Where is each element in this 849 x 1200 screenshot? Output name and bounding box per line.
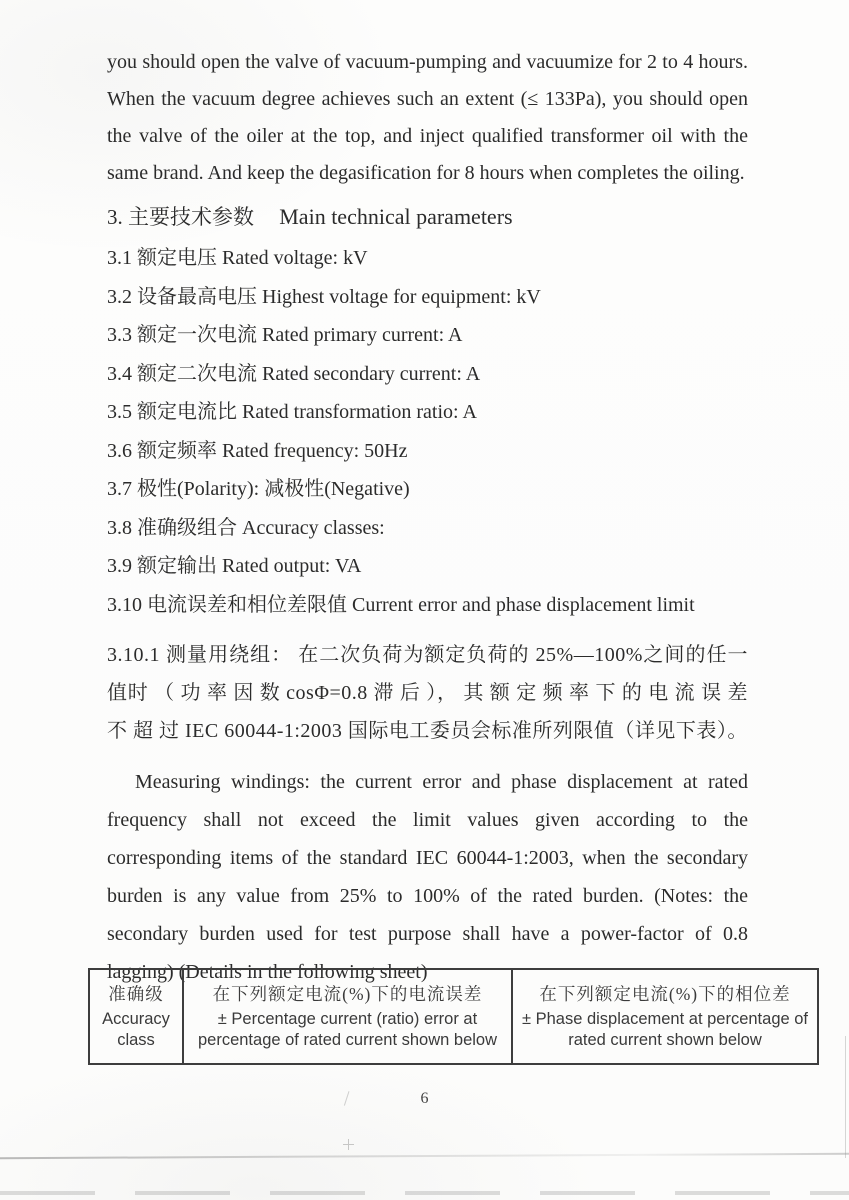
- header-phase-displacement-zh: 在下列额定电流(%)下的相位差: [539, 984, 791, 1004]
- section-heading-zh: 3. 主要技术参数: [107, 205, 254, 229]
- header-accuracy-class-zh: 准确级: [108, 984, 164, 1004]
- table-header-row: [89, 969, 818, 1064]
- list-item: 3.9 额定输出 Rated output: VA: [107, 555, 362, 577]
- header-current-error-en: ± Percentage current (ratio) error at percentage of rated current shown below: [197, 1010, 497, 1049]
- list-item: 3.10 电流误差和相位差限值 Current error and phase displacement limit: [107, 593, 695, 616]
- header-current-error-zh: 在下列额定电流(%)下的电流误差: [212, 984, 483, 1004]
- page-content: [107, 44, 748, 991]
- accuracy-limits-table: [88, 968, 819, 1065]
- intro-paragraph: you should open the valve of vacuum-pumping and vacuumize for 2 to 4 hours. When the vacuum degree achieves such an extent (≤ 133Pa), you should open the valve of the oiler at the top, and inject qualified transformer oil with the same brand. And keep the degasification for 8 hours when completes the oiling.: [107, 51, 748, 184]
- parameter-list: [107, 239, 748, 624]
- header-accuracy-class-en: Accuracy class: [102, 1010, 170, 1049]
- list-item: 3.4 额定二次电流 Rated secondary current: A: [107, 362, 481, 385]
- paragraph-measuring-windings: Measuring windings: the current error and phase displacement at rated frequency shall not exceed the limit values given according to the corresponding items of the standard IEC 60044-1:2003, when the secondary burden is any value from 25% to 100% of the rated burden. (Notes: the secondary burden used for test purpose shall have a power-factor of 0.8 lagging) (Details in the following sheet): [107, 771, 748, 983]
- scan-edge-line: [845, 1036, 847, 1158]
- section-heading-en: Main technical parameters: [279, 204, 513, 229]
- header-cell-current-error: [183, 969, 512, 1064]
- header-cell-accuracy-class: [89, 969, 183, 1064]
- section-heading: [107, 198, 748, 236]
- list-item: 3.5 额定电流比 Rated transformation ratio: A: [107, 401, 477, 423]
- list-item: 3.2 设备最高电压 Highest voltage for equipment: kV: [107, 285, 541, 308]
- page-number: 6: [420, 1090, 429, 1107]
- list-item: 3.3 额定一次电流 Rated primary current: A: [107, 324, 463, 346]
- header-cell-phase-displacement: [512, 969, 818, 1064]
- header-phase-displacement-en: ± Phase displacement at percentage of rated current shown below: [521, 1010, 809, 1049]
- scan-bottom-edge: [0, 1191, 849, 1195]
- list-item: 3.8 准确级组合 Accuracy classes:: [107, 516, 385, 539]
- scan-plus-artifact: [343, 1139, 354, 1150]
- list-item: 3.1 额定电压 Rated voltage: kV: [107, 247, 368, 269]
- paragraph-3-10-1: 3.10.1 测量用绕组： 在二次负荷为额定负荷的 25%—100%之间的任一值时 （ 功 率 因 数 cosΦ=0.8 滞 后 ）， 其 额 定 频 率 下 的 电 流 误 差 不 超 过 IEC 60044-1:2003 国际电工委员会标准所列限值（详见下表）。: [107, 644, 748, 742]
- list-item: 3.6 额定频率 Rated frequency: 50Hz: [107, 439, 408, 462]
- list-item: 3.7 极性(Polarity): 减极性(Negative): [107, 478, 410, 500]
- page-fold-line: [0, 1153, 849, 1159]
